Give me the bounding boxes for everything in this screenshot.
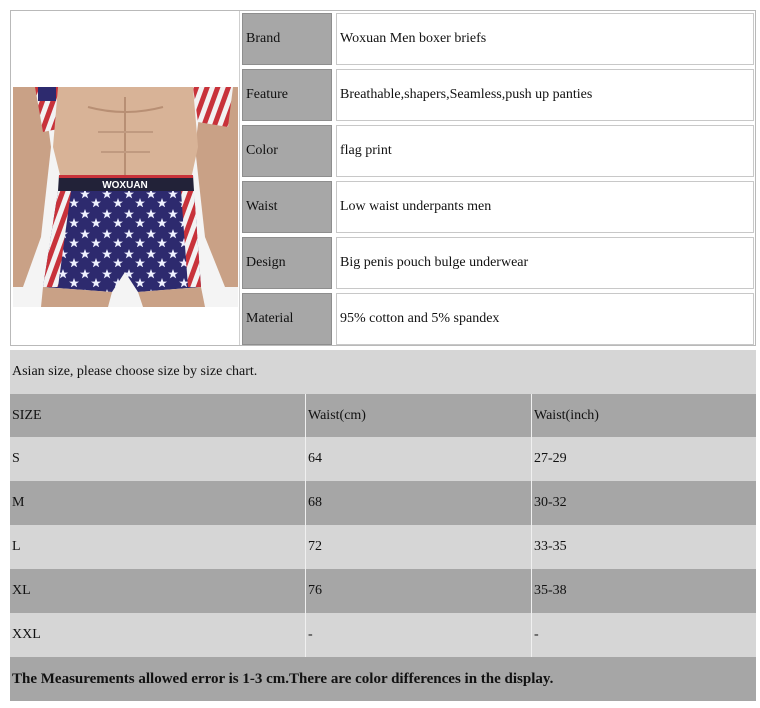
spec-row-feature [240,67,756,123]
product-spec-table [10,10,756,346]
waist-cm-cell: 76 [306,569,532,613]
waist-inch-cell: 35-38 [534,583,567,598]
spec-label: Material [242,293,332,345]
waist-cm-cell: 72 [306,525,532,569]
size-cell: M [10,481,306,525]
spec-value: Low waist underpants men [336,181,754,233]
spec-row-waist [240,179,756,235]
waist-inch-cell: 33-35 [534,539,567,554]
spec-label: Waist [242,181,332,233]
table-row [10,569,756,613]
table-row [10,437,756,481]
spec-label: Design [242,237,332,289]
size-chart-note [10,350,756,394]
size-cell: L [10,525,306,569]
spec-label: Brand [242,13,332,65]
size-note-text: Asian size, please choose size by size chart. [12,364,258,379]
spec-row-material [240,291,756,347]
waist-inch-cell: 30-32 [534,495,567,510]
spec-label: Color [242,125,332,177]
spec-value: Big penis pouch bulge underwear [336,237,754,289]
size-chart-header [10,394,756,437]
waist-cm-cell: 68 [306,481,532,525]
table-row [10,525,756,569]
brand-label: WOXUAN [102,180,148,191]
header-waist-inch: Waist(inch) [534,407,599,423]
spec-value: flag print [336,125,754,177]
waist-cm-cell: 64 [306,437,532,481]
waist-inch-cell: - [534,627,539,642]
header-size: SIZE [10,394,306,437]
product-photo-cell [11,11,240,345]
table-row [10,481,756,525]
size-cell: XL [10,569,306,613]
spec-row-design [240,235,756,291]
spec-row-color [240,123,756,179]
spec-value: Breathable,shapers,Seamless,push up panties [336,69,754,121]
waist-inch-cell: 27-29 [534,451,567,466]
size-cell: XXL [10,613,306,657]
spec-value: Woxuan Men boxer briefs [336,13,754,65]
spec-value: 95% cotton and 5% spandex [336,293,754,345]
measurement-disclaimer: The Measurements allowed error is 1-3 cm.There are color differences in the display. [12,670,554,687]
spec-row-brand [240,11,756,67]
header-waist-cm: Waist(cm) [306,394,532,437]
table-row [10,613,756,657]
size-chart-footer [10,657,756,701]
waist-cm-cell: - [306,613,532,657]
product-photo [13,87,238,307]
size-cell: S [10,437,306,481]
spec-label: Feature [242,69,332,121]
